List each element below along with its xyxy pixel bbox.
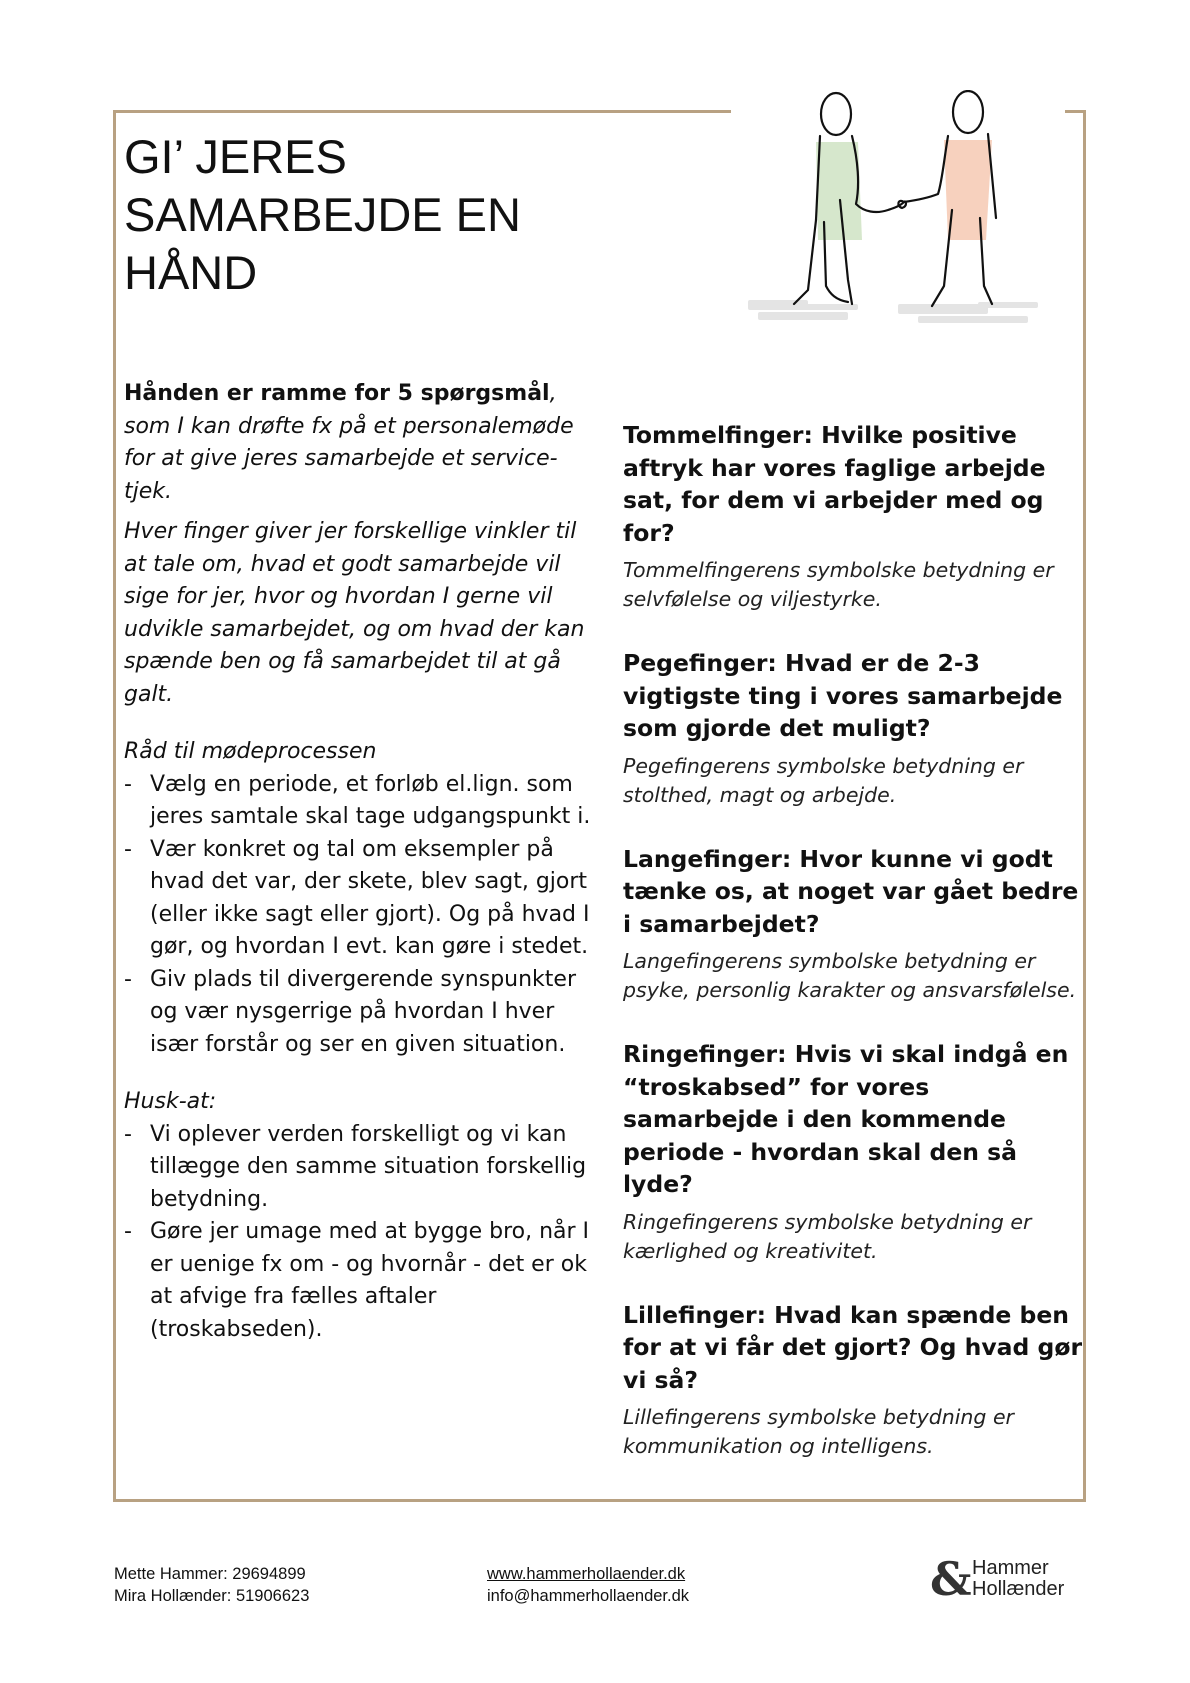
dash-bullet-icon: - xyxy=(124,1219,132,1244)
finger-question: Pegefinger: Hvad er de 2-3 vigtigste ting i vores samarbejde som gjorde det muligt? xyxy=(623,649,1063,742)
title-line-1: GI’ JERES xyxy=(124,130,347,183)
remember-heading: Husk-at: xyxy=(124,1089,217,1114)
remember-list xyxy=(124,1119,594,1347)
frame-bottom xyxy=(113,1499,1086,1502)
list-item-text: Vi oplever verden forskelligt og vi kan tillægge den samme situation forskellig betydning. xyxy=(150,1121,587,1212)
list-item xyxy=(124,964,594,1062)
frame-top-left xyxy=(113,110,731,113)
contact-mira: Mira Hollænder: 51906623 xyxy=(114,1587,310,1605)
finger-symbol: Pegefingerens symbolske betydning er stolthed, magt og arbejde. xyxy=(623,753,1024,807)
website-link[interactable]: www.hammerhollaender.dk xyxy=(487,1565,686,1583)
finger-ring xyxy=(623,1038,1083,1266)
list-item-text: Vælg en periode, et forløb el.lign. som jeres samtale skal tage udgangspunkt i. xyxy=(150,771,591,829)
intro-paragraph-2: Hver finger giver jer forskellige vinkler til at tale om, hvad et godt samarbejde vil sige for jer, hvor og hvordan I gerne vil udvikle samarbejdet, og om hvad der kan spænde ben og få samarbejdet til at gå galt. xyxy=(124,519,585,707)
finger-symbol: Lillefingerens symbolske betydning er kommunikation og intelligens. xyxy=(623,1405,1014,1458)
contact-mette: Mette Hammer: 29694899 xyxy=(114,1565,306,1583)
intro-paragraph xyxy=(124,378,594,508)
finger-symbol: Langefingerens symbolske betydning er psyke, personlig karakter og ansvarsfølelse. xyxy=(623,949,1077,1002)
finger-middle xyxy=(623,843,1083,1006)
list-item xyxy=(124,1119,594,1217)
footer-links xyxy=(487,1563,689,1607)
page-title xyxy=(124,128,684,302)
list-item xyxy=(124,834,594,964)
dash-bullet-icon: - xyxy=(124,836,132,862)
footer-contacts xyxy=(114,1563,309,1607)
finger-symbol: Tommelfingerens symbolske betydning er selvfølelse og viljestyrke. xyxy=(623,558,1054,611)
finger-question: Lillefinger: Hvad kan spænde ben for at vi får det gjort? Og hvad gør vi så? xyxy=(623,1300,1083,1394)
list-item-text: Giv plads til divergerende synspunkter og vær nysgerrige på hvordan I hver især forstår og ser en given situation. xyxy=(150,966,577,1057)
logo-line-2: Hollænder xyxy=(972,1578,1065,1600)
list-item-text: Vær konkret og tal om eksempler på hvad det var, der skete, blev sagt, gjort (eller ikke sagt eller gjort). Og på hvad I gør, og hvordan I evt. kan gøre i stedet. xyxy=(150,836,590,959)
finger-question: Ringefinger: Hvis vi skal indgå en “troskabsed” for vores samarbejde i den kommende periode - hvordan skal den så lyde? xyxy=(623,1040,1069,1198)
finger-thumb xyxy=(623,419,1083,614)
dash-bullet-icon: - xyxy=(124,1121,132,1147)
title-line-3: HÅND xyxy=(124,246,258,299)
dash-bullet-icon: - xyxy=(124,966,132,992)
right-column xyxy=(623,419,1083,1494)
ampersand-logo-icon: & xyxy=(930,1552,972,1606)
finger-symbol: Ringefingerens symbolske betydning er kærlighed og kreativitet. xyxy=(623,1209,1032,1263)
title-line-2: SAMARBEJDE EN xyxy=(124,188,521,241)
list-item-text: Gøre jer umage med at bygge bro, når I er uenige fx om - og hvornår - det er ok at afvige fra fælles aftaler (troskabseden). xyxy=(150,1219,590,1342)
frame-left xyxy=(113,110,116,1502)
finger-little xyxy=(623,1299,1083,1462)
handshake-figures-icon xyxy=(748,90,1068,360)
logo-line-1: Hammer xyxy=(972,1557,1049,1579)
logo-text xyxy=(972,1558,1064,1600)
finger-question: Tommelfinger: Hvilke positive aftryk har vores faglige arbejde sat, for dem vi arbejder med og for? xyxy=(623,421,1046,547)
frame-right xyxy=(1083,110,1086,1502)
process-heading: Råd til mødeprocessen xyxy=(124,739,377,764)
intro-bold: Hånden er ramme for 5 spørgsmål xyxy=(124,381,550,406)
left-column xyxy=(124,378,594,1346)
dash-bullet-icon: - xyxy=(124,771,132,797)
list-item xyxy=(124,769,594,834)
company-logo xyxy=(930,1552,1090,1606)
email-address[interactable]: info@hammerhollaender.dk xyxy=(487,1587,690,1605)
process-list xyxy=(124,769,594,1062)
list-item xyxy=(124,1216,594,1346)
finger-question: Langefinger: Hvor kunne vi godt tænke os, at noget var gået bedre i samarbejdet? xyxy=(623,844,1079,938)
finger-index xyxy=(623,647,1083,810)
intro-rest: , som I kan drøfte fx på et personalemøde for at give jeres samarbejde et service-tjek. xyxy=(124,381,574,504)
